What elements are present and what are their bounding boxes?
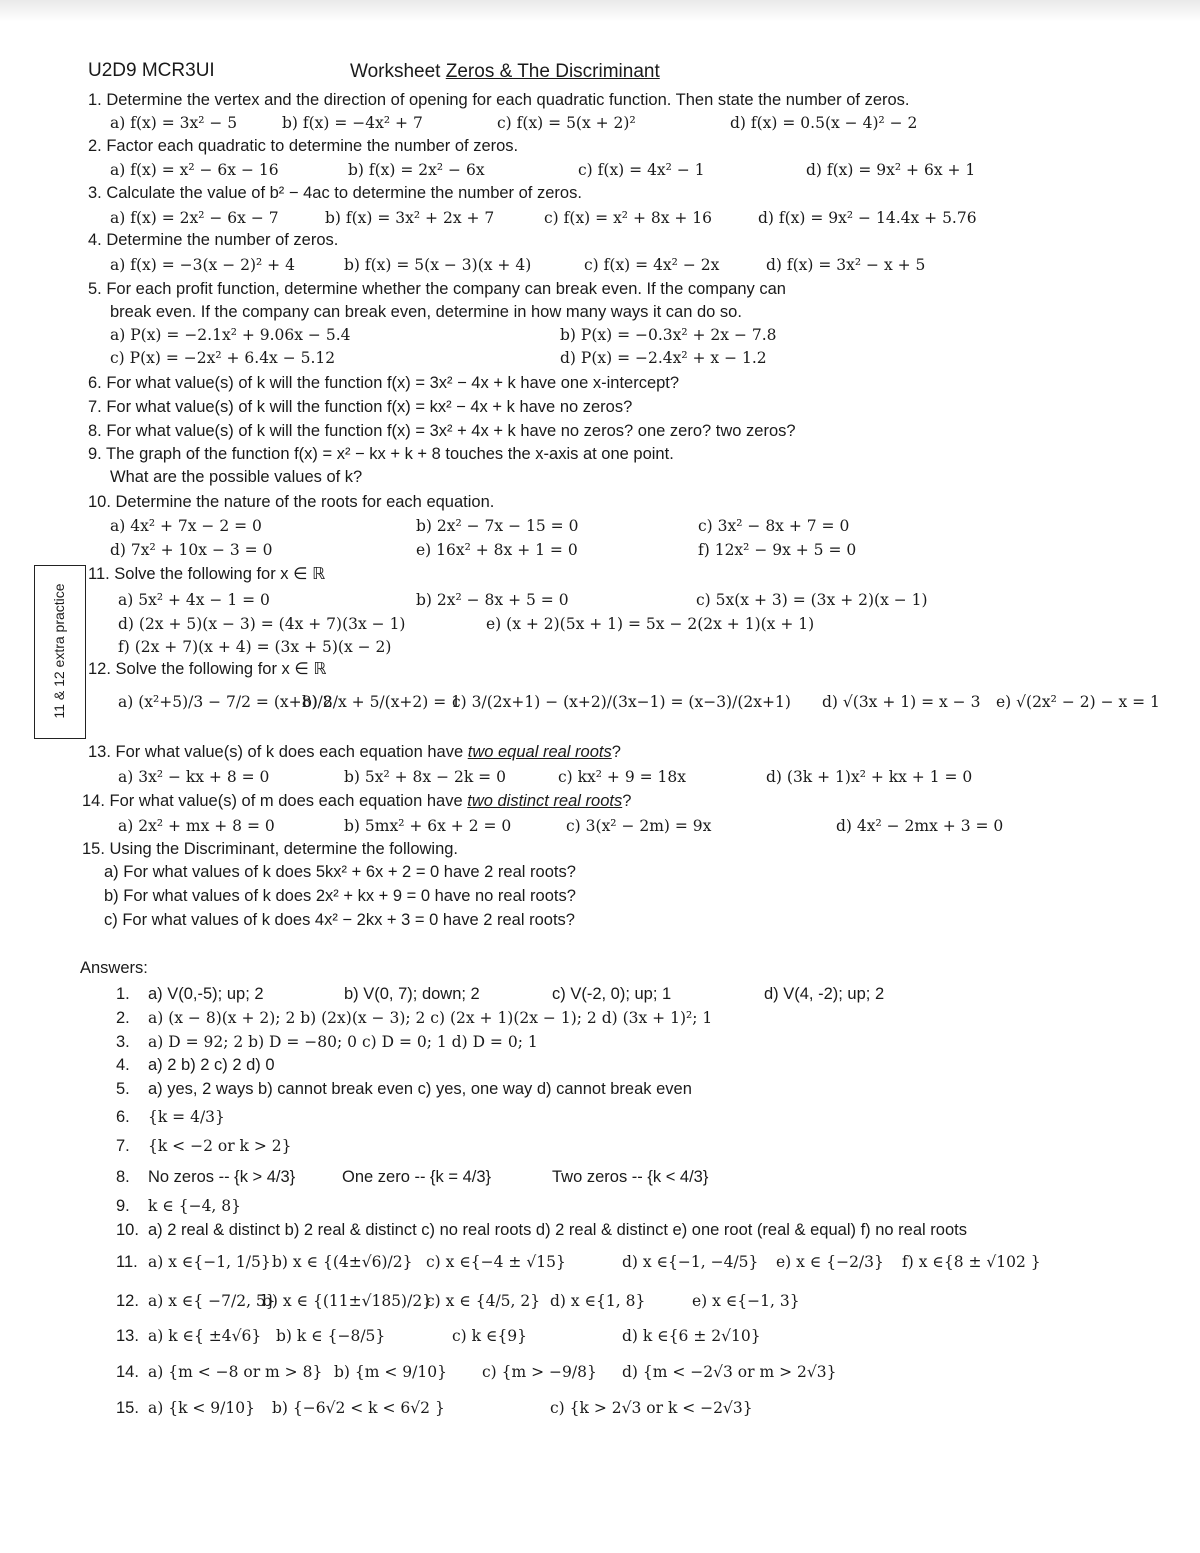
q10-part-b: b) 2x² − 7x − 15 = 0 [416, 517, 579, 535]
q15-prompt: 15. Using the Discriminant, determine the following. [82, 840, 459, 858]
q15-part-c: c) For what values of k does 4x² − 2kx + 3 = 0 have 2 real roots? [104, 911, 575, 929]
q15-part-b: b) For what values of k does 2x² + kx + 9 = 0 have no real roots? [104, 887, 576, 905]
q15-part-a: a) For what values of k does 5kx² + 6x + 2 = 0 have 2 real roots? [104, 863, 576, 881]
q5-prompt-line2: break even. If the company can break even, determine in how many ways it can do so. [110, 303, 742, 321]
q10-prompt: 10. Determine the nature of the roots for each equation. [88, 493, 495, 511]
answer-1d: d) V(4, -2); up; 2 [764, 985, 885, 1003]
answer-number: 3. [116, 1033, 130, 1051]
q8-prompt: 8. For what value(s) of k will the function f(x) = 3x² + 4x + k have no zeros? one zero? two zeros? [88, 422, 796, 440]
answer-12c: c) x ∈ {4/5, 2} [426, 1292, 541, 1310]
answer-14d: d) {m < −2√3 or m > 2√3} [622, 1363, 837, 1381]
q4-part-b: b) f(x) = 5(x − 3)(x + 4) [344, 256, 532, 274]
extra-practice-label: 11 & 12 extra practice [51, 583, 67, 719]
q1-part-c: c) f(x) = 5(x + 2)² [497, 114, 636, 132]
q13-part-d: d) (3k + 1)x² + kx + 1 = 0 [766, 768, 973, 786]
course-code: U2D9 MCR3UI [88, 60, 215, 81]
q10-part-a: a) 4x² + 7x − 2 = 0 [110, 517, 262, 535]
q4-prompt: 4. Determine the number of zeros. [88, 231, 339, 249]
q13-part-c: c) kx² + 9 = 18x [558, 768, 687, 786]
q5-prompt-line1: 5. For each profit function, determine whether the company can break even. If the company can [88, 280, 786, 298]
title-topic: Zeros & The Discriminant [445, 61, 660, 82]
q1-part-d: d) f(x) = 0.5(x − 4)² − 2 [730, 114, 918, 132]
q12-part-c: c) 3/(2x+1) − (x+2)/(3x−1) = (x−3)/(2x+1) [452, 693, 791, 711]
answer-12d: d) x ∈{1, 8} [550, 1292, 646, 1310]
q2-part-d: d) f(x) = 9x² + 6x + 1 [806, 161, 976, 179]
q4-part-d: d) f(x) = 3x² − x + 5 [766, 256, 926, 274]
q1-prompt: 1. Determine the vertex and the direction of opening for each quadratic function. Then state the number of zeros. [88, 91, 910, 109]
q11-part-d: d) (2x + 5)(x − 3) = (4x + 7)(3x − 1) [118, 615, 406, 633]
q13-part-a: a) 3x² − kx + 8 = 0 [118, 768, 270, 786]
q12-part-b: b) 8/x + 5/(x+2) = 1 [302, 693, 462, 711]
q13-prompt-end: ? [611, 743, 621, 761]
q1-part-a: a) f(x) = 3x² − 5 [110, 114, 238, 132]
q2-part-c: c) f(x) = 4x² − 1 [578, 161, 705, 179]
q2-part-b: b) f(x) = 2x² − 6x [348, 161, 485, 179]
answer-11f: f) x ∈{8 ± √102 } [902, 1253, 1041, 1271]
q5-part-d: d) P(x) = −2.4x² + x − 1.2 [560, 349, 767, 367]
answer-number: 15. [116, 1399, 139, 1417]
answer-3: a) D = 92; 2 b) D = −80; 0 c) D = 0; 1 d) D = 0; 1 [148, 1033, 538, 1051]
q2-prompt: 2. Factor each quadratic to determine the number of zeros. [88, 137, 519, 155]
title-prefix: Worksheet [350, 61, 446, 82]
answer-number: 14. [116, 1363, 139, 1381]
answer-number: 1. [116, 985, 130, 1003]
answer-11d: d) x ∈{−1, −4/5} [622, 1253, 759, 1271]
answer-8-two-zeros: Two zeros -- {k < 4/3} [552, 1168, 709, 1186]
answer-15b: b) {−6√2 < k < 6√2 } [272, 1399, 445, 1417]
worksheet-title [350, 61, 660, 83]
q3-part-d: d) f(x) = 9x² − 14.4x + 5.76 [758, 209, 977, 227]
q6-prompt: 6. For what value(s) of k will the function f(x) = 3x² − 4x + k have one x-intercept? [88, 374, 680, 392]
answer-2: a) (x − 8)(x + 2); 2 b) (2x)(x − 3); 2 c) (2x + 1)(2x − 1); 2 d) (3x + 1)²; 1 [148, 1009, 713, 1027]
answer-11c: c) x ∈{−4 ± √15} [426, 1253, 566, 1271]
answer-5: a) yes, 2 ways b) cannot break even c) yes, one way d) cannot break even [148, 1080, 692, 1098]
q2-part-a: a) f(x) = x² − 6x − 16 [110, 161, 279, 179]
q14-part-a: a) 2x² + mx + 8 = 0 [118, 817, 275, 835]
q11-part-f: f) (2x + 7)(x + 4) = (3x + 5)(x − 2) [118, 638, 392, 656]
answer-12a: a) x ∈{ −7/2, 5} [148, 1292, 276, 1310]
answer-7: {k < −2 or k > 2} [148, 1137, 292, 1155]
q4-part-c: c) f(x) = 4x² − 2x [584, 256, 720, 274]
q11-prompt: 11. Solve the following for x ∈ ℝ [88, 565, 326, 583]
q11-part-a: a) 5x² + 4x − 1 = 0 [118, 591, 270, 609]
q13-prompt [88, 741, 621, 763]
answer-13a: a) k ∈{ ±4√6} [148, 1327, 262, 1345]
q9-prompt-line2: What are the possible values of k? [110, 468, 363, 486]
answer-13b: b) k ∈ {−8/5} [276, 1327, 386, 1345]
answer-10: a) 2 real & distinct b) 2 real & distinct c) no real roots d) 2 real & distinct e) one root (real & equal) f) no real roots [148, 1221, 967, 1239]
answer-number: 6. [116, 1108, 130, 1126]
answer-8-one-zero: One zero -- {k = 4/3} [342, 1168, 492, 1186]
q1-part-b: b) f(x) = −4x² + 7 [282, 114, 423, 132]
q13-prompt-emphasis: two equal real roots [467, 743, 612, 761]
answer-number: 2. [116, 1009, 130, 1027]
q12-part-d: d) √(3x + 1) = x − 3 [822, 693, 981, 711]
q5-part-c: c) P(x) = −2x² + 6.4x − 5.12 [110, 349, 336, 367]
q13-part-b: b) 5x² + 8x − 2k = 0 [344, 768, 506, 786]
q14-prompt-emphasis: two distinct real roots [467, 792, 623, 810]
q10-part-d: d) 7x² + 10x − 3 = 0 [110, 541, 273, 559]
q12-part-e: e) √(2x² − 2) − x = 1 [996, 693, 1160, 711]
q7-prompt: 7. For what value(s) of k will the function f(x) = kx² − 4x + k have no zeros? [88, 398, 633, 416]
answer-12e: e) x ∈{−1, 3} [692, 1292, 800, 1310]
q11-part-e: e) (x + 2)(5x + 1) = 5x − 2(2x + 1)(x + 1) [486, 615, 815, 633]
answer-15c: c) {k > 2√3 or k < −2√3} [550, 1399, 753, 1417]
q14-part-d: d) 4x² − 2mx + 3 = 0 [836, 817, 1004, 835]
answer-14b: b) {m < 9/10} [334, 1363, 447, 1381]
q10-part-e: e) 16x² + 8x + 1 = 0 [416, 541, 578, 559]
q12-prompt: 12. Solve the following for x ∈ ℝ [88, 660, 327, 678]
answer-13c: c) k ∈{9} [452, 1327, 528, 1345]
answer-12b: b) x ∈ {(11±√185)/2} [262, 1292, 433, 1310]
answer-number: 11. [116, 1253, 138, 1271]
answer-14c: c) {m > −9/8} [482, 1363, 597, 1381]
answer-number: 9. [116, 1197, 130, 1215]
answer-15a: a) {k < 9/10} [148, 1399, 255, 1417]
answer-13d: d) k ∈{6 ± 2√10} [622, 1327, 761, 1345]
q13-prompt-text: 13. For what value(s) of k does each equation have [88, 743, 468, 761]
answer-1b: b) V(0, 7); down; 2 [344, 985, 480, 1003]
answer-number: 13. [116, 1327, 139, 1345]
answer-11b: b) x ∈ {(4±√6)/2} [272, 1253, 413, 1271]
q14-part-b: b) 5mx² + 6x + 2 = 0 [344, 817, 512, 835]
q3-prompt: 3. Calculate the value of b² − 4ac to determine the number of zeros. [88, 184, 582, 202]
answer-number: 12. [116, 1292, 139, 1310]
q5-part-a: a) P(x) = −2.1x² + 9.06x − 5.4 [110, 326, 351, 344]
q9-prompt-line1: 9. The graph of the function f(x) = x² − kx + k + 8 touches the x-axis at one point. [88, 445, 674, 463]
q5-part-b: b) P(x) = −0.3x² + 2x − 7.8 [560, 326, 777, 344]
answer-number: 10. [116, 1221, 139, 1239]
q4-part-a: a) f(x) = −3(x − 2)² + 4 [110, 256, 295, 274]
answer-11a: a) x ∈{−1, 1/5} [148, 1253, 271, 1271]
answer-11e: e) x ∈ {−2/3} [776, 1253, 884, 1271]
q3-part-c: c) f(x) = x² + 8x + 16 [544, 209, 713, 227]
q14-prompt-end: ? [622, 792, 632, 810]
answer-number: 5. [116, 1080, 130, 1098]
answer-number: 7. [116, 1137, 130, 1155]
answer-number: 8. [116, 1168, 130, 1186]
answer-1a: a) V(0,-5); up; 2 [148, 985, 264, 1003]
answer-number: 4. [116, 1056, 130, 1074]
q10-part-c: c) 3x² − 8x + 7 = 0 [698, 517, 850, 535]
q10-part-f: f) 12x² − 9x + 5 = 0 [698, 541, 857, 559]
answer-14a: a) {m < −8 or m > 8} [148, 1363, 323, 1381]
q14-prompt [82, 790, 631, 812]
answers-heading: Answers: [80, 959, 148, 977]
answer-1c: c) V(-2, 0); up; 1 [552, 985, 672, 1003]
answer-4: a) 2 b) 2 c) 2 d) 0 [148, 1056, 275, 1074]
q3-part-b: b) f(x) = 3x² + 2x + 7 [325, 209, 495, 227]
q3-part-a: a) f(x) = 2x² − 6x − 7 [110, 209, 279, 227]
answer-8-no-zeros: No zeros -- {k > 4/3} [148, 1168, 296, 1186]
q11-part-b: b) 2x² − 8x + 5 = 0 [416, 591, 569, 609]
q14-part-c: c) 3(x² − 2m) = 9x [566, 817, 712, 835]
q14-prompt-text: 14. For what value(s) of m does each equation have [82, 792, 468, 810]
answer-6: {k = 4/3} [148, 1108, 225, 1126]
q11-part-c: c) 5x(x + 3) = (3x + 2)(x − 1) [696, 591, 928, 609]
q12-part-a: a) (x²+5)/3 − 7/2 = (x+8)/2 [118, 693, 333, 711]
answer-9: k ∈ {−4, 8} [148, 1197, 242, 1215]
